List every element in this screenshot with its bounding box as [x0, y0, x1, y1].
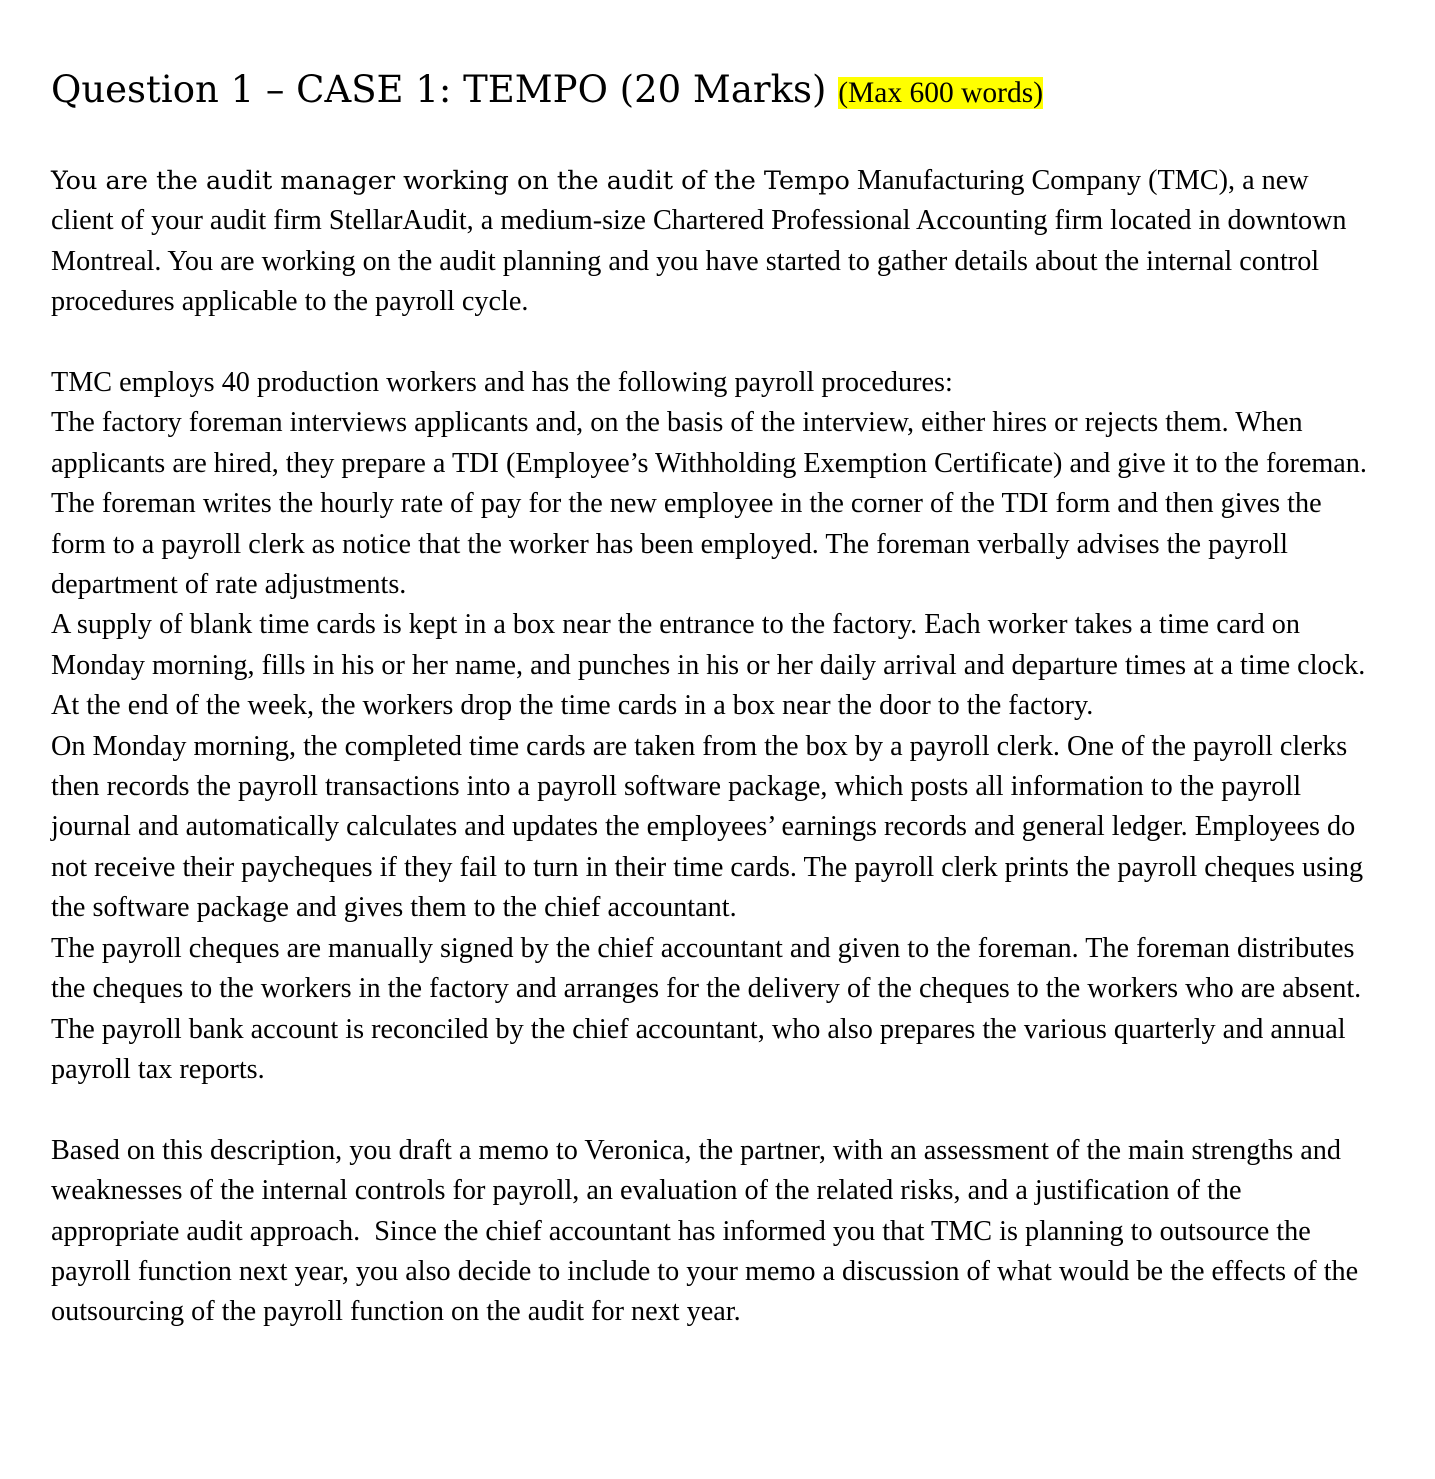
document-page: [51, 62, 1371, 1333]
procedures-intro: TMC employs 40 production workers and has the following payroll procedures:: [51, 367, 953, 399]
question-title: Question 1 – CASE 1: TEMPO (20 Marks): [51, 68, 827, 111]
task-paragraph: Based on this description, you draft a memo to Veronica, the partner, with an assessment of the main strengths and weaknesses of the internal controls for payroll, an evaluation of the related risks, and a justification of the appropriate audit approach. Since the chief accountant has informed you that TMC is planning to outsource the payroll function next year, you also decide to include to your memo a discussion of what would be the effects of the outsourcing of the payroll function on the audit for next year.: [51, 1134, 1359, 1328]
paragraph-gap: [51, 323, 1371, 363]
word-limit-highlight: (Max 600 words): [838, 77, 1044, 109]
procedure-cheque-distribution: The payroll cheques are manually signed by the chief accountant and given to the foreman. The foreman distributes the cheques to the workers in the factory and arranges for the delivery of the cheques to the workers who are absent. The payroll bank account is reconciled by the chief accountant, who also prepares the various quarterly and annual payroll tax reports.: [51, 932, 1362, 1085]
question-heading: [51, 62, 1371, 121]
intro-paragraph: [51, 161, 1371, 323]
intro-rest: Manufacturing Company (TMC), a new client of your audit firm StellarAudit, a medium-size Chartered Professional Accounting firm located in downtown Montreal. You are working on the audit planning and you have started to gather details about the internal control procedures applicable to the payroll cycle.: [51, 165, 1347, 318]
procedure-payroll-processing: On Monday morning, the completed time cards are taken from the box by a payroll clerk. One of the payroll clerks then records the payroll transactions into a payroll software package, which posts all information to the payroll journal and automatically calculates and updates the employees’ earnings records and general ledger. Employees do not receive their paycheques if they fail to turn in their time cards. The payroll clerk prints the payroll cheques using the software package and gives them to the chief accountant.: [51, 730, 1364, 924]
procedure-time-cards: A supply of blank time cards is kept in a box near the entrance to the factory. Each worker takes a time card on Monday morning, fills in his or her name, and punches in his or her daily arrival and departure times at a time clock. At the end of the week, the workers drop the time cards in a box near the door to the factory.: [51, 609, 1366, 722]
paragraph-gap: [51, 1090, 1371, 1130]
intro-lead: You are the audit manager working on the audit of the Tempo: [51, 166, 850, 196]
procedure-hiring: The factory foreman interviews applicants and, on the basis of the interview, either hires or rejects them. When applicants are hired, they prepare a TDI (Employee’s Withholding Exemption Certificate) and give it to the foreman. The foreman writes the hourly rate of pay for the new employee in the corner of the TDI form and then gives the form to a payroll clerk as notice that the worker has been employed. The foreman verbally advises the payroll department of rate adjustments.: [51, 407, 1367, 601]
